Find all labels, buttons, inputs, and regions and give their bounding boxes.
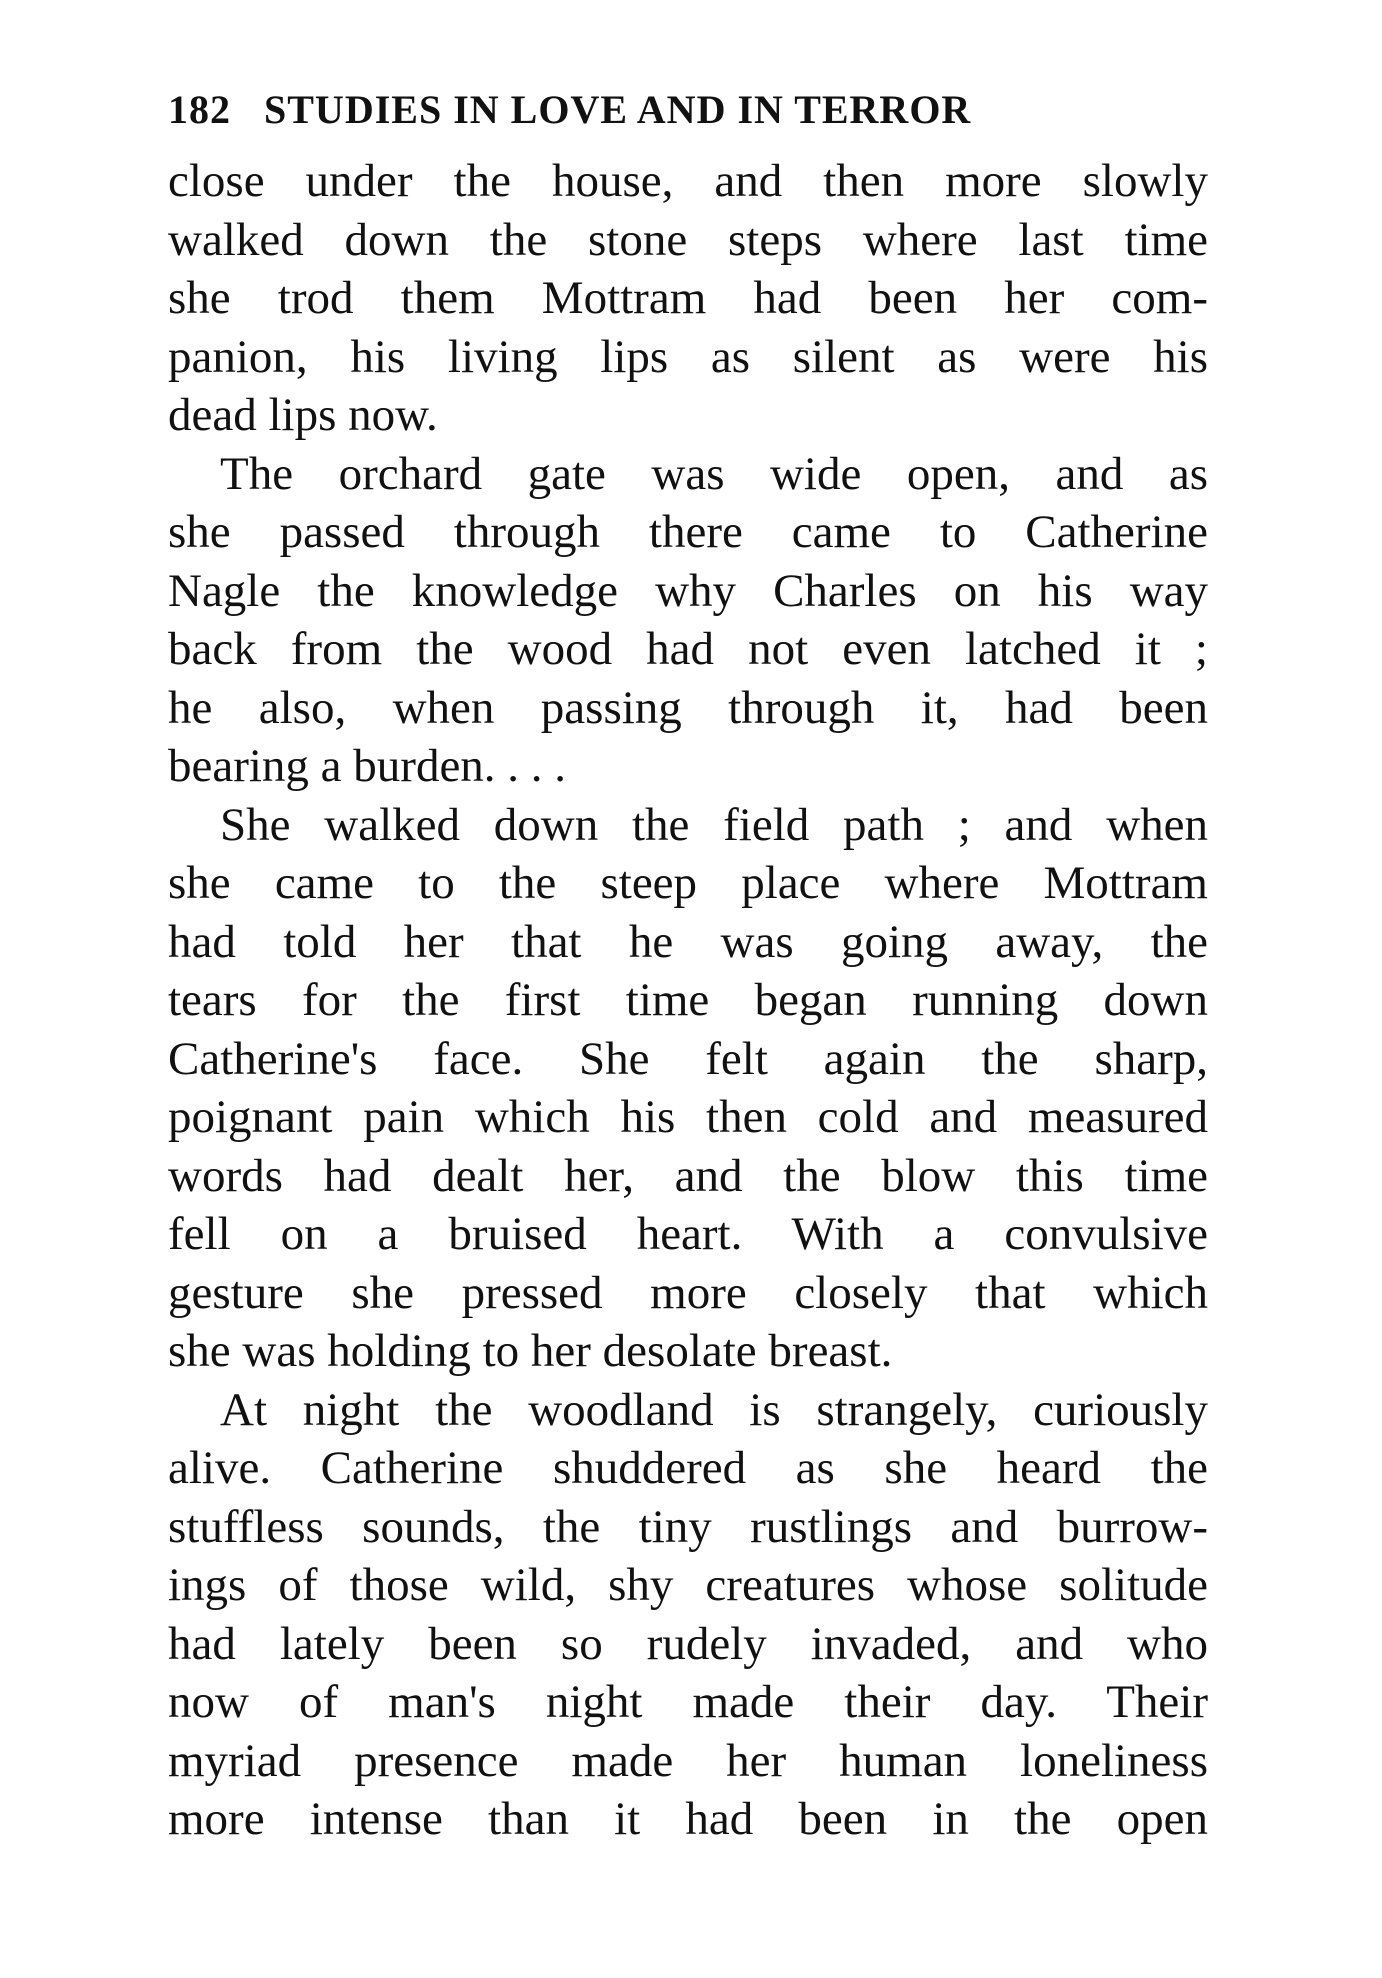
text-line: she trod them Mottram had been her com- [168, 272, 1208, 324]
text-line: bearing a burden. . . . [168, 740, 567, 792]
text-line: now of man's night made their day. Their [168, 1676, 1208, 1728]
paragraph [168, 1381, 1208, 1849]
running-head [168, 84, 1228, 136]
text-line: words had dealt her, and the blow this time [168, 1149, 1208, 1202]
paragraph [168, 152, 1208, 445]
paragraph [168, 445, 1208, 796]
text-line: stuffless sounds, the tiny rustlings and burrow- [168, 1500, 1208, 1553]
text-line: At night the woodland is strangely, curiously [220, 1383, 1208, 1436]
text-line: ings of those wild, shy creatures whose solitude [168, 1559, 1208, 1611]
text-line: back from the wood had not even latched it ; [168, 623, 1208, 675]
paragraph [168, 796, 1208, 1381]
body-text [168, 152, 1208, 1849]
text-line: dead lips now. [168, 389, 438, 441]
text-line: Catherine's face. She felt again the sharp, [168, 1032, 1208, 1085]
text-line: close under the house, and then more slowly [168, 155, 1208, 207]
text-line: poignant pain which his then cold and measured [168, 1091, 1208, 1143]
text-line: more intense than it had been in the open [168, 1793, 1208, 1845]
text-line: he also, when passing through it, had been [168, 681, 1208, 734]
text-line: panion, his living lips as silent as were his [168, 330, 1208, 383]
text-line: myriad presence made her human loneliness [168, 1734, 1208, 1787]
text-line: she came to the steep place where Mottram [168, 857, 1208, 909]
text-line: she was holding to her desolate breast. [168, 1325, 893, 1377]
text-line: Nagle the knowledge why Charles on his way [168, 564, 1208, 617]
text-line: fell on a bruised heart. With a convulsive [168, 1208, 1208, 1260]
text-line: alive. Catherine shuddered as she heard the [168, 1442, 1208, 1494]
text-line: gesture she pressed more closely that which [168, 1266, 1208, 1319]
page-number: 182 [168, 87, 231, 132]
text-line: walked down the stone steps where last time [168, 213, 1208, 266]
running-title: STUDIES IN LOVE AND IN TERROR [264, 87, 972, 132]
text-line: She walked down the field path ; and when [220, 798, 1208, 851]
text-line: she passed through there came to Catherine [168, 506, 1208, 558]
text-line: had lately been so rudely invaded, and who [168, 1617, 1208, 1670]
text-line: The orchard gate was wide open, and as [220, 447, 1208, 500]
text-line: tears for the first time began running down [168, 974, 1208, 1026]
text-line: had told her that he was going away, the [168, 915, 1208, 968]
